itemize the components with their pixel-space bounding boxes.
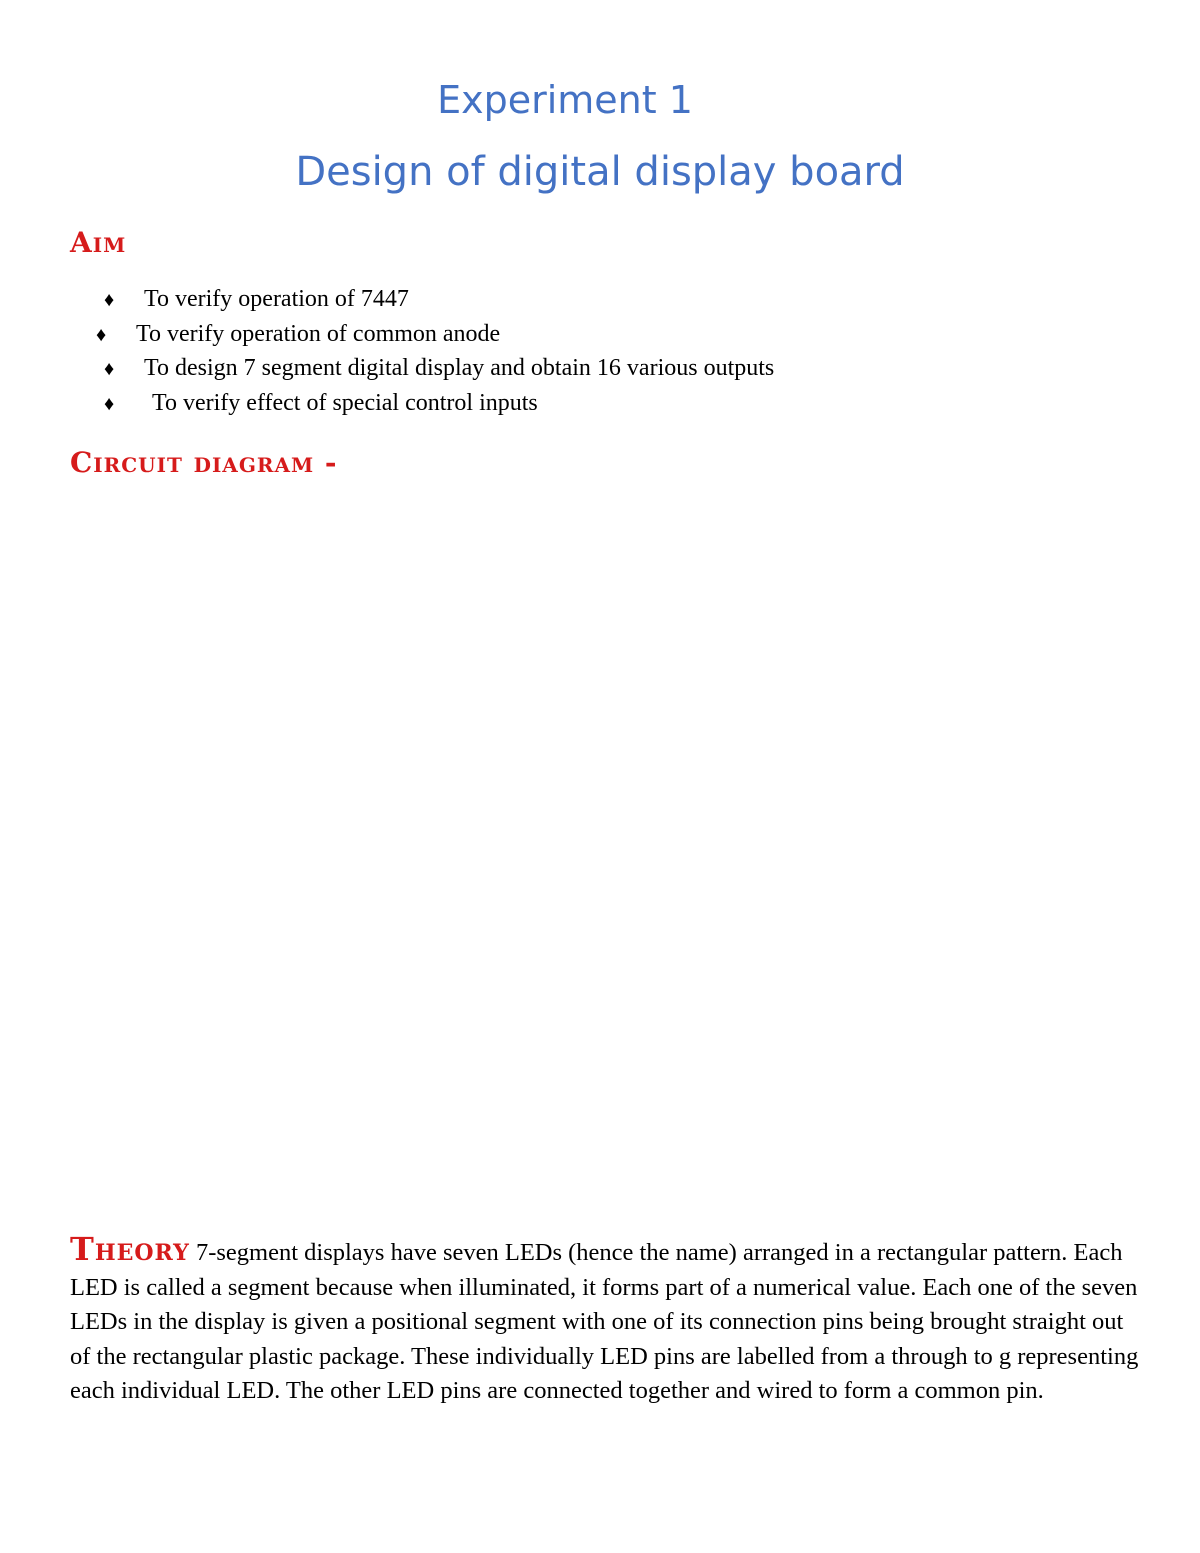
aim-item-text: To verify effect of special control inputs	[152, 389, 538, 416]
aim-item	[96, 317, 774, 352]
diamond-bullet-icon: ♦	[104, 392, 115, 415]
diamond-bullet-icon: ♦	[104, 358, 115, 380]
circuit-diagram-heading: Circuit diagram -	[70, 446, 338, 479]
experiment-number: Experiment 1	[437, 78, 693, 122]
diamond-bullet-icon: ♦	[96, 323, 107, 346]
aim-heading: Aim	[70, 226, 127, 259]
aim-item-text: To verify operation of 7447	[144, 286, 409, 312]
title-block	[0, 72, 1200, 200]
aim-list	[96, 282, 775, 420]
theory-text: 7-segment displays have seven LEDs (hence the name) arranged in a rectangular pattern. Each LED is called a segment because when illuminated, it forms part of a numerical value. Each one of the seven LEDs in the display is given a positional segment with one of its connection pins being brought straight out of the rectangular plastic package. These individually LED pins are labelled from a through to g representing each individual LED. The other LED pins are connected together and wired to form a common pin.	[70, 1239, 1139, 1404]
diamond-bullet-icon: ♦	[104, 289, 115, 311]
theory-paragraph	[70, 1232, 1140, 1409]
aim-item	[104, 386, 774, 421]
aim-item-text: To verify operation of common anode	[136, 320, 501, 347]
experiment-title: Design of digital display board	[295, 149, 905, 195]
aim-item	[104, 351, 774, 386]
aim-item-text: To design 7 segment digital display and obtain 16 various outputs	[144, 355, 775, 381]
circuit-diagram-area	[70, 500, 1130, 1200]
aim-item	[104, 282, 774, 317]
theory-heading: Theory	[70, 1230, 190, 1268]
